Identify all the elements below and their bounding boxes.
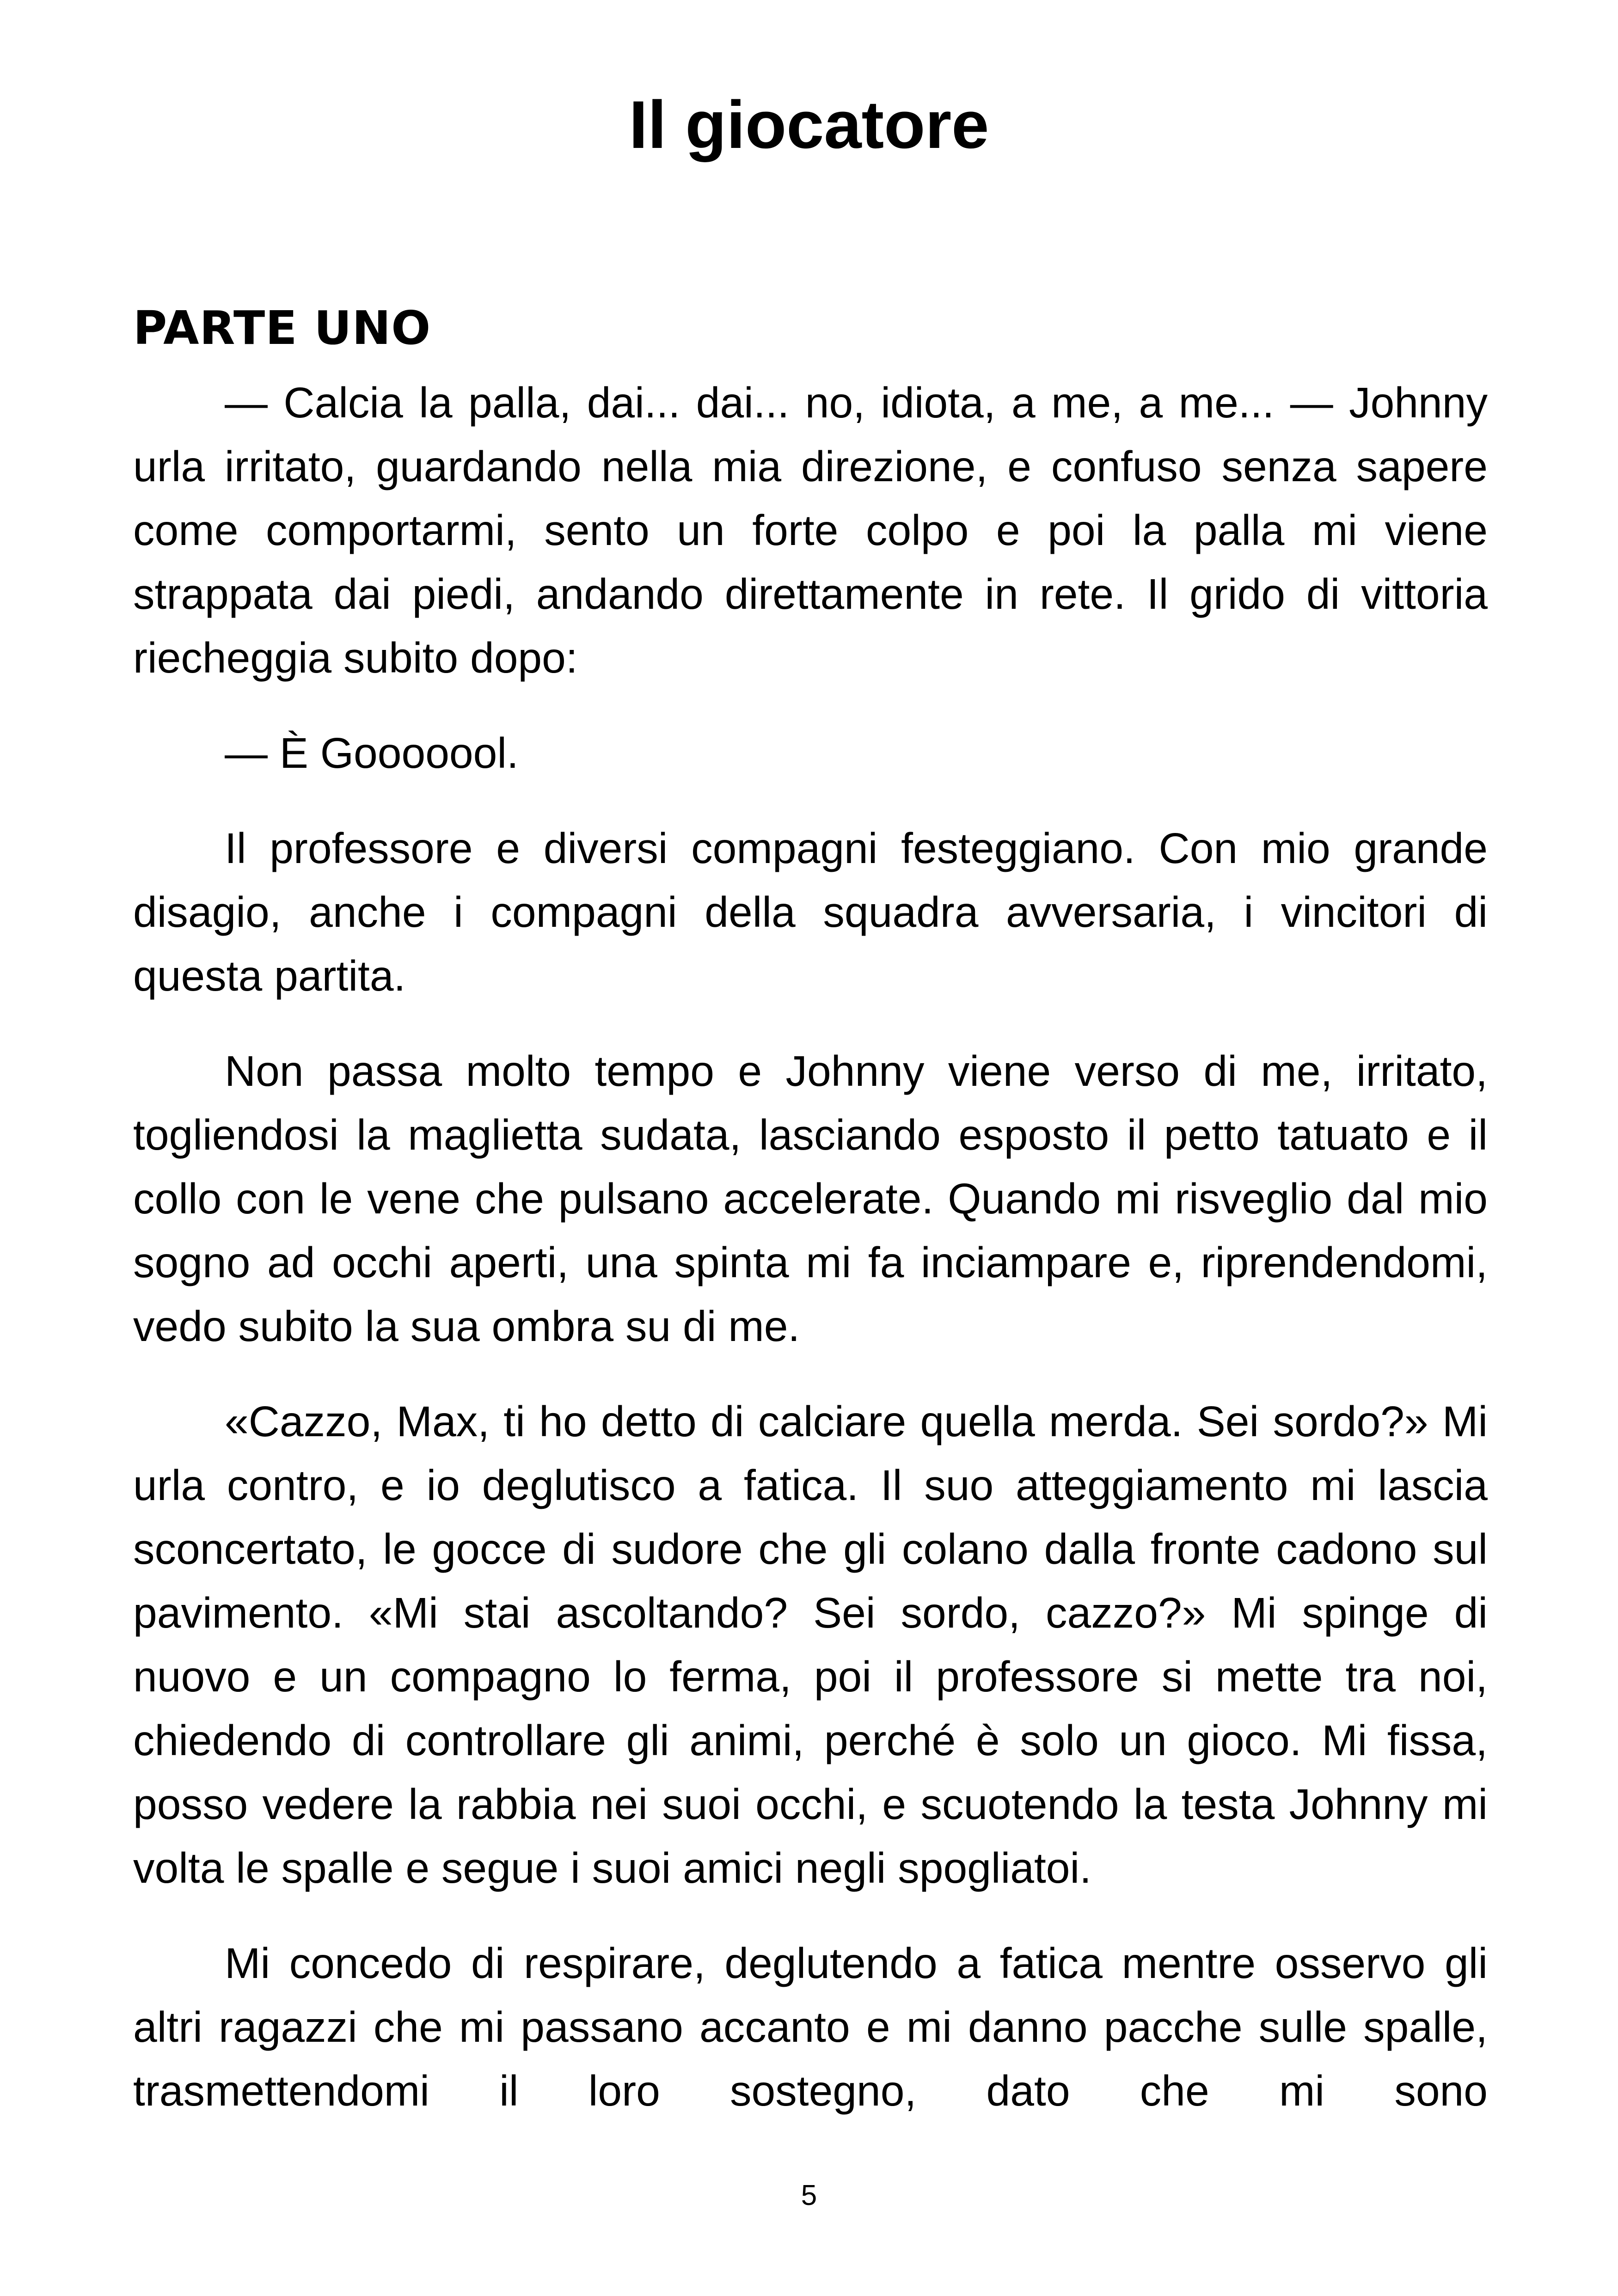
paragraph: — Calcia la palla, dai... dai... no, idiota, a me, a me... — Johnny urla irritato, guardando nella mia direzione, e confuso senza sapere come comportarmi, sento un forte colpo e poi la palla mi viene strappata dai piedi, andando direttamente in rete. Il grido di vittoria riecheggia subito dopo: (133, 379, 1488, 682)
book-title: Il giocatore (629, 87, 989, 162)
paragraph: «Cazzo, Max, ti ho detto di calciare quella merda. Sei sordo?» Mi urla contro, e io deglutisco a fatica. Il suo atteggiamento mi lascia sconcertato, le gocce di sudore che gli colano dalla fronte cadono sul pavimento. «Mi stai ascoltando? Sei sordo, cazzo?» Mi spinge di nuovo e un compagno lo ferma, poi il professore si mette tra noi, chiedendo di controllare gli animi, perché è solo un gioco. Mi fissa, posso vedere la rabbia nei suoi occhi, e scuotendo la testa Johnny mi volta le spalle e segue i suoi amici negli spogliatoi. (133, 1397, 1488, 1892)
paragraph: Mi concedo di respirare, deglutendo a fatica mentre osservo gli altri ragazzi che mi passano accanto e mi danno pacche sulle spalle, trasmettendomi il loro sostegno, dato che mi sono (133, 1939, 1488, 2115)
page-number: 5 (801, 2180, 817, 2211)
paragraph: Il professore e diversi compagni festeggiano. Con mio grande disagio, anche i compagni della squadra avversaria, i vincitori di questa partita. (133, 824, 1488, 1000)
paragraph: — È Gooooool. (225, 729, 519, 777)
body-text (133, 371, 1488, 2123)
part-heading: PARTE UNO (133, 301, 431, 355)
paragraph: Non passa molto tempo e Johnny viene verso di me, irritato, togliendosi la maglietta sudata, lasciando esposto il petto tatuato e il collo con le vene che pulsano accelerate. Quando mi risveglio dal mio sogno ad occhi aperti, una spinta mi fa inciampare e, riprendendomi, vedo subito la sua ombra su di me. (133, 1047, 1488, 1350)
